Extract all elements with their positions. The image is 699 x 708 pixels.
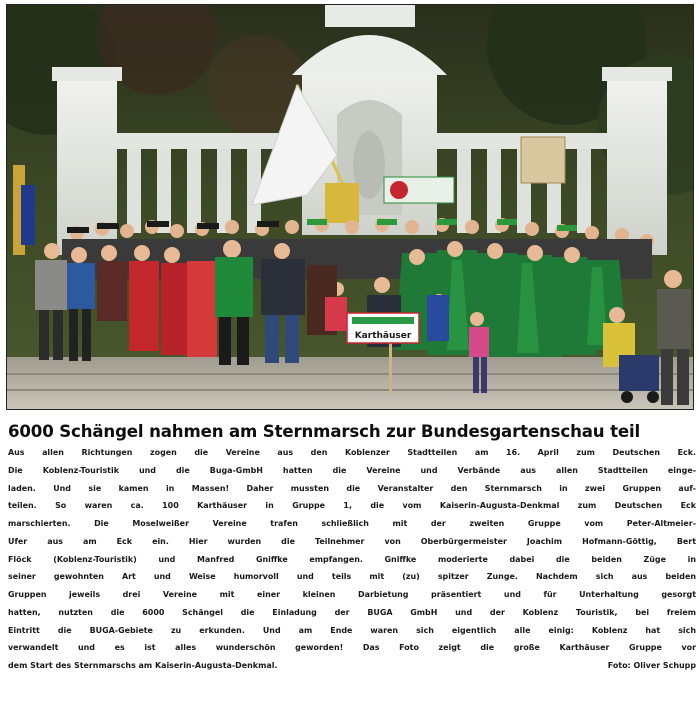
body-line: seiner gewohnten Art und Weise humorvoll und teils mit (zu) spitzer Zunge. Nachdem sich aus beiden bbox=[8, 572, 696, 582]
body-line: laden. Und sie kamen in Massen! Daher mussten die Veranstalter den Sternmarsch in zwei Gruppen auf- bbox=[8, 483, 696, 493]
body-line: Ufer aus am Eck ein. Hier wurden die Teilnehmer von Oberbürgermeister Joachim Hofmann-Göttig, Bert bbox=[8, 536, 696, 546]
body-line: Eintritt die BUGA-Gebiete zu erkunden. Und am Ende waren sich eigentlich alle einig: Koblenz hat sich bbox=[8, 625, 696, 635]
photo-credit: Foto: Oliver Schupp bbox=[607, 661, 696, 670]
group-photo bbox=[6, 4, 694, 410]
body-last-line bbox=[8, 657, 696, 675]
body-line: Gruppen jeweils drei Vereine mit einer kleinen Darbietung präsentiert und für Unterhaltung gesorgt bbox=[8, 590, 696, 599]
body-line: teilen. So waren ca. 100 Karthäuser in Gruppe 1, die vom Kaiserin-Augusta-Denkmal zum Deutschen Eck bbox=[8, 501, 696, 511]
article-headline: 6000 Schängel nahmen am Sternmarsch zur Bundesgartenschau teil bbox=[8, 422, 641, 441]
body-line: Aus allen Richtungen zogen die Vereine aus den Koblenzer Stadtteilen am 16. April zum Deutschen Eck. bbox=[8, 448, 696, 457]
body-line: hatten, nutzten die 6000 Schängel die Einladung der BUGA GmbH und der Koblenz Touristik, bei freiem bbox=[8, 607, 696, 617]
article-body bbox=[8, 444, 696, 675]
body-line: dem Start des Sternmarschs am Kaiserin-Augusta-Denkmal. bbox=[8, 661, 278, 670]
sign-label: Karthäuser bbox=[354, 331, 412, 341]
body-line: Die Koblenz-Touristik und die Buga-GmbH hatten die Vereine und Verbände aus allen Stadtteilen einge- bbox=[8, 465, 696, 475]
body-line: marschierten. Die Moselweißer Vereine trafen schließlich mit der zweiten Gruppe vom Peter-Altmeier- bbox=[8, 519, 696, 528]
body-line: Flöck (Koblenz-Touristik) und Manfred Gniffke empfangen. Gniffke moderierte dabei die beiden Züge in bbox=[8, 554, 696, 564]
body-line: verwandelt und es ist alles wunderschön geworden! Das Foto zeigt die große Karthäuser Gruppe vor bbox=[8, 643, 696, 653]
